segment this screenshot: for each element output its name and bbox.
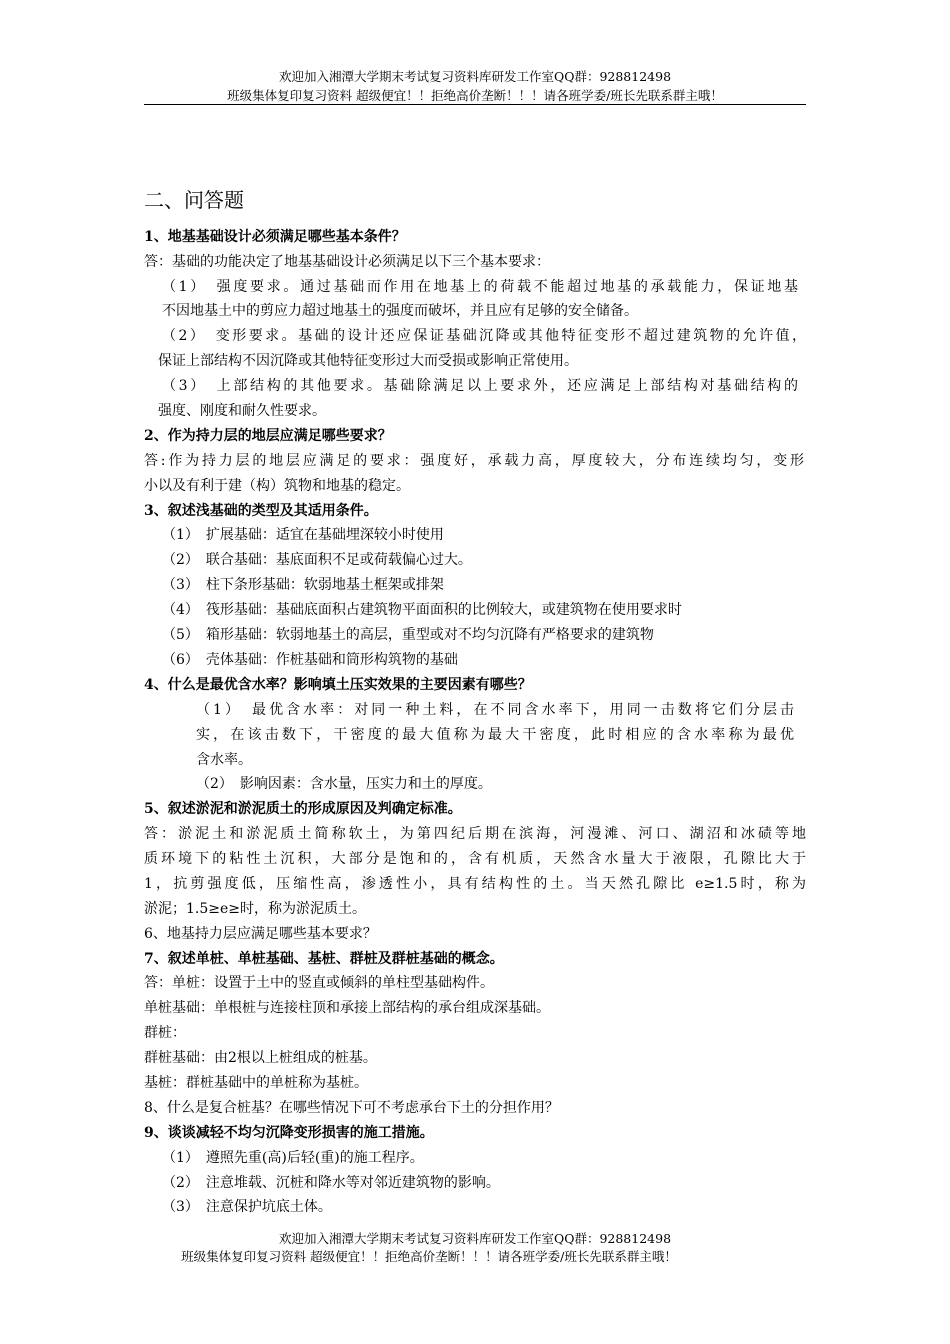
answer-4-item-2: （2） 影响因素：含水量，压实力和土的厚度。: [196, 776, 492, 792]
question-1: 1、地基基础设计必须满足哪些基本条件？: [144, 229, 406, 245]
question-7: 7、叙述单桩、单桩基础、基桩、群桩及群桩基础的概念。: [144, 951, 504, 967]
question-6: 6、地基持力层应满足哪些基本要求？: [144, 926, 377, 942]
answer-3-item-4: （4） 筏形基础：基础底面积占建筑物平面面积的比例较大，或建筑物在使用要求时: [162, 602, 682, 618]
answer-1-item-2: （2） 变形要求。基础的设计还应保证基础沉降或其他特征变形不超过建筑物的允许值，: [162, 328, 806, 344]
answer-5-line-3: 1，抗剪强度低，压缩性高，渗透性小，具有结构性的土。当天然孔隙比 e≥1.5时，称为: [144, 876, 806, 892]
answer-3-item-5: （5） 箱形基础：软弱地基土的高层，重型或对不均匀沉降有严格要求的建筑物: [162, 627, 654, 643]
section-title: 二、问答题: [144, 188, 244, 212]
question-9: 9、谈谈减轻不均匀沉降变形损害的施工措施。: [144, 1125, 434, 1141]
answer-2-cont: 小以及有利于建（构）筑物和地基的稳定。: [144, 478, 410, 494]
answer-1-item-1-cont: 不因地基土中的剪应力超过地基土的强度而破坏，并且应有足够的安全储备。: [162, 303, 638, 319]
header-line-1: 欢迎加入湘潭大学期末考试复习资料库研发工作室QQ群：928812498: [278, 69, 672, 84]
answer-1-item-3-cont: 强度、刚度和耐久性要求。: [158, 403, 326, 419]
footer-line-2: 班级集体复印复习资料 超级便宜！！拒绝高价垄断！！！请各班学委/班长先联系群主哦！: [181, 1249, 677, 1264]
question-4: 4、什么是最优含水率？影响填土压实效果的主要因素有哪些？: [144, 677, 532, 693]
answer-1-item-1: （1） 强度要求。通过基础而作用在地基上的荷载不能超过地基的承载能力，保证地基: [162, 279, 798, 295]
answer-7-pile-group: 群桩：: [144, 1025, 186, 1041]
answer-9-item-1: （1） 遵照先重(高)后轻(重)的施工程序。: [162, 1150, 424, 1166]
question-5: 5、叙述淤泥和淤泥质土的形成原因及判确定标准。: [144, 801, 462, 817]
answer-4-item-1: （1） 最优含水率：对同一种土料，在不同含水率下，用同一击数将它们分层击: [196, 702, 794, 718]
answer-4-item-1-cont: 实，在该击数下，干密度的最大值称为最大干密度，此时相应的含水率称为最优: [196, 727, 794, 743]
answer-9-item-2: （2） 注意堆载、沉桩和降水等对邻近建筑物的影响。: [162, 1175, 500, 1191]
answer-2: 答:作为持力层的地层应满足的要求：强度好，承载力高，厚度较大，分布连续均匀，变形: [144, 453, 804, 469]
answer-3-item-2: （2） 联合基础：基底面积不足或荷载偏心过大。: [162, 552, 472, 568]
answer-7-foundation-pile: 基桩：群桩基础中的单桩称为基桩。: [144, 1075, 368, 1091]
header-line-2: 班级集体复印复习资料 超级便宜！！拒绝高价垄断！！！请各班学委/班长先联系群主哦！: [227, 88, 723, 103]
answer-4-item-1-end: 含水率。: [196, 752, 252, 768]
answer-7-pile-group-foundation: 群桩基础：由2根以上桩组成的桩基。: [144, 1050, 377, 1066]
answer-3-item-3: （3） 柱下条形基础：软弱地基土框架或排架: [162, 577, 444, 593]
answer-5-line-1: 答：淤泥土和淤泥质土简称软土，为第四纪后期在滨海，河漫滩、河口、湖沼和冰碛等地: [144, 826, 806, 842]
answer-1-item-3: （3） 上部结构的其他要求。基础除满足以上要求外，还应满足上部结构对基础结构的: [162, 378, 798, 394]
answer-7-single-pile-foundation: 单桩基础：单根桩与连接柱顶和承接上部结构的承台组成深基础。: [144, 1000, 550, 1016]
answer-7-single-pile: 答：单桩：设置于土中的竖直或倾斜的单柱型基础构件。: [144, 975, 494, 991]
footer-line-1: 欢迎加入湘潭大学期末考试复习资料库研发工作室QQ群：928812498: [278, 1231, 672, 1246]
answer-9-item-3: （3） 注意保护坑底土体。: [162, 1199, 332, 1215]
answer-5-line-2: 质环境下的粘性土沉积，大部分是饱和的，含有机质，天然含水量大于液限，孔隙比大于: [144, 851, 806, 867]
question-2: 2、作为持力层的地层应满足哪些要求？: [144, 428, 392, 444]
question-8: 8、什么是复合桩基？在哪些情况下可不考虑承台下土的分担作用？: [144, 1100, 559, 1116]
answer-3-item-6: （6） 壳体基础：作桩基础和筒形构筑物的基础: [162, 652, 458, 668]
header-divider: [144, 104, 806, 105]
answer-5-line-4: 淤泥；1.5≥e≥时，称为淤泥质土。: [144, 901, 367, 917]
answer-1-intro: 答：基础的功能决定了地基基础设计必须满足以下三个基本要求：: [144, 254, 550, 270]
question-3: 3、叙述浅基础的类型及其适用条件。: [144, 503, 378, 519]
answer-1-item-2-cont: 保证上部结构不因沉降或其他特征变形过大而受损或影响正常使用。: [158, 353, 578, 369]
answer-3-item-1: （1） 扩展基础：适宜在基础埋深较小时使用: [162, 527, 444, 543]
